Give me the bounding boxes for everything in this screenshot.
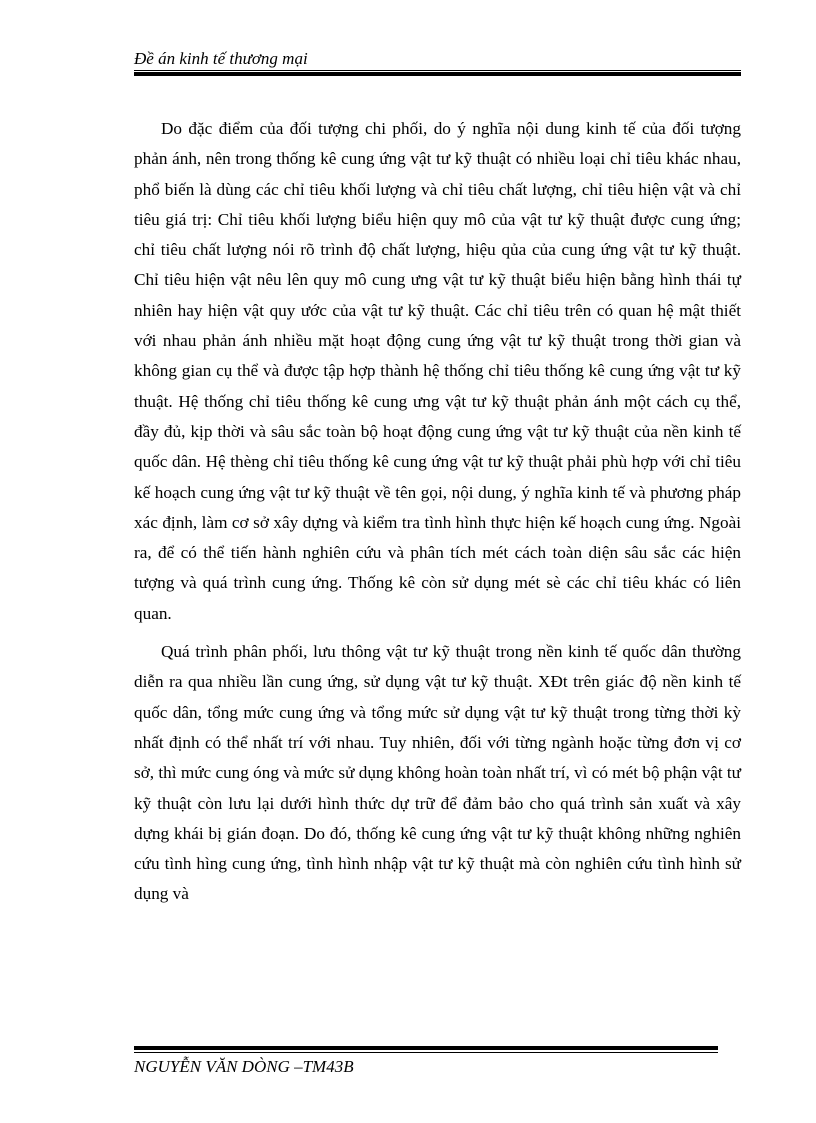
header-rule-thick (134, 72, 741, 76)
footer-rule-thin (134, 1052, 718, 1053)
document-body (134, 114, 741, 910)
page-footer (134, 1046, 718, 1077)
page-header (134, 49, 741, 76)
footer-author: NGUYỄN VĂN DÒNG –TM43B (134, 1057, 354, 1076)
header-rule-thin (134, 70, 741, 71)
header-title: Đề án kinh tế thương mại (134, 49, 308, 68)
footer-rule-thick (134, 1046, 718, 1050)
paragraph-1: Do đặc điểm của đối tượng chi phối, do ý nghĩa nội dung kinh tế của đối tượng phản ánh, nên trong thống kê cung ứng vật tư kỹ thuật có nhiều loại chỉ tiêu khác nhau, phổ biến là dùng các chỉ tiêu khối lượng và chỉ tiêu chất lượng, chỉ tiêu hiện vật và chỉ tiêu giá trị: Chỉ tiêu khối lượng biểu hiện quy mô của vật tư kỹ thuật được cung ứng; chỉ tiêu chất lượng nói rõ trình độ chất lượng, hiệu qủa của cung ứng vật tư kỹ thuật. Chỉ tiêu hiện vật nêu lên quy mô cung ưng vật tư kỹ thuật biểu hiện bằng hình thái tự nhiên hay hiện vật quy ước của vật tư kỹ thuật. Các chỉ tiêu trên có quan hệ mật thiết với nhau phản ánh nhiều mặt hoạt động cung ứng vật tư kỹ thuật trong thời gian và không gian cụ thể và được tập hợp thành hệ thống chỉ tiêu thống kê cung ứng vật tư kỹ thuật. Hệ thống chỉ tiêu thống kê cung ưng vật tư kỹ thuật phản ánh một cách cụ thể, đầy đủ, kịp thời và sâu sắc toàn bộ hoạt động cung ứng vật tư kỹ thuật của nền kinh tế quốc dân. Hệ thèng chỉ tiêu thống kê cung ứng vật tư kỹ thuật phải phù hợp với chỉ tiêu kế hoạch cung ứng vật tư kỹ thuật về tên gọi, nội dung, ý nghĩa kinh tế và phương pháp xác định, làm cơ sở xây dựng và kiểm tra tình hình thực hiện kế hoạch cung ứng. Ngoài ra, để có thể tiến hành nghiên cứu và phân tích mét cách toàn diện sâu sắc các hiện tượng và quá trình cung ứng. Thống kê còn sử dụng mét sè các chỉ tiêu khác có liên quan. (134, 119, 741, 623)
paragraph-2: Quá trình phân phối, lưu thông vật tư kỹ thuật trong nền kinh tế quốc dân thường diễn ra qua nhiều lần cung ứng, sử dụng vật tư kỹ thuật. XĐt trên giác độ nền kinh tế quốc dân, tổng mức cung ứng và tổng mức sử dụng vật tư kỹ thuật trong từng thời kỳ nhất định có thể nhất trí với nhau. Tuy nhiên, đối với từng ngành hoặc từng đơn vị cơ sở, thì mức cung óng và mức sử dụng không hoàn toàn nhất trí, vì có mét bộ phận vật tư kỹ thuật còn lưu lại dưới hình thức dự trữ để đảm bảo cho quá trình sản xuất và xây dựng khái bị gián đoạn. Do đó, thống kê cung ứng vật tư kỹ thuật không những nghiên cứu tình hìng cung ứng, tình hình nhập vật tư kỹ thuật mà còn nghiên cứu tình hình sử dụng và (134, 642, 741, 904)
